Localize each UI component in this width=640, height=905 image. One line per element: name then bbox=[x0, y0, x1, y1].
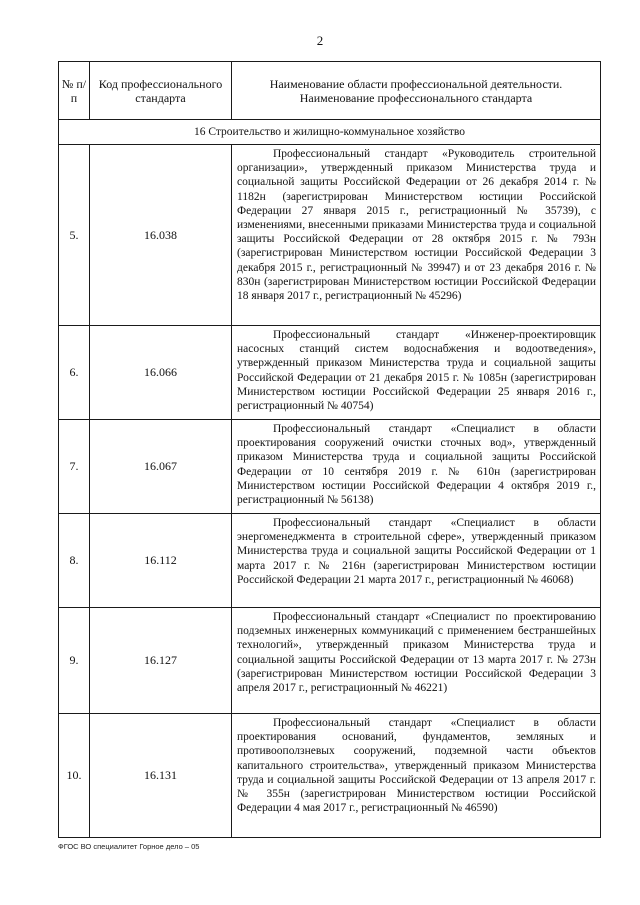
row-number: 10. bbox=[59, 714, 90, 838]
row-number: 9. bbox=[59, 608, 90, 714]
standard-code: 16.066 bbox=[90, 326, 232, 420]
page-number: 2 bbox=[316, 33, 324, 48]
row-number: 6. bbox=[59, 326, 90, 420]
row-number: 5. bbox=[59, 145, 90, 326]
standard-description: Профессиональный стандарт «Руководитель строительной организации», утвержденный приказом Министерства труда и социальной защиты Российской Федерации от 26 декабря 2014 г. № 1182н (зарегистрирован Министерством юстиции Российской Федерации 27 января 2015 г., регистрационный № 35739), с изменениями, внесенными приказами Министерства труда и социальной защиты Российской Федерации от 28 октября 2015 г. № 793н (зарегистрирован Министерством юстиции Российской Федерации 3 декабря 2015 г., регистрационный № 39947) и от 23 декабря 2016 г. № 830н (зарегистрирован Министерством юстиции Российской Федерации 18 января 2017 г., регистрационный № 45296) bbox=[232, 145, 601, 326]
standard-description: Профессиональный стандарт «Специалист в области проектирования сооружений очистки сточных вод», утвержденный приказом Министерства труда и социальной защиты Российской Федерации от 10 сентября 2019 г. № 610н (зарегистрирован Министерством юстиции Российской Федерации 4 октября 2019 г., регистрационный № 56138) bbox=[232, 420, 601, 514]
standard-description: Профессиональный стандарт «Инженер-проектировщик насосных станций систем водоснабжения и водоотведения», утвержденный приказом Министерства труда и социальной защиты Российской Федерации от 21 декабря 2015 г. № 1085н (зарегистрирован Министерством юстиции Российской Федерации 25 января 2016 г., регистрационный № 40754) bbox=[232, 326, 601, 420]
standard-code: 16.038 bbox=[90, 145, 232, 326]
table-row bbox=[59, 420, 601, 514]
standard-code: 16.131 bbox=[90, 714, 232, 838]
table-header-row bbox=[59, 62, 601, 120]
standards-table bbox=[58, 61, 601, 838]
header-code: Код профессионального стандарта bbox=[90, 62, 232, 120]
section-title: 16 Строительство и жилищно-коммунальное хозяйство bbox=[59, 120, 601, 145]
table-row bbox=[59, 608, 601, 714]
standard-description: Профессиональный стандарт «Специалист по проектированию подземных инженерных коммуникаций с применением бестраншейных технологий», утвержденный приказом Министерства труда и социальной защиты Российской Федерации от 13 марта 2017 г. № 273н (зарегистрирован Министерством юстиции Российской Федерации 3 апреля 2017 г., регистрационный № 46221) bbox=[232, 608, 601, 714]
row-number: 7. bbox=[59, 420, 90, 514]
standard-description: Профессиональный стандарт «Специалист в области энергоменеджмента в строительной сфере», утвержденный приказом Министерства труда и социальной защиты Российской Федерации от 1 марта 2017 г. № 216н (зарегистрирован Министерством юстиции Российской Федерации 21 марта 2017 г., регистрационный № 46068) bbox=[232, 514, 601, 608]
table-row bbox=[59, 145, 601, 326]
section-row bbox=[59, 120, 601, 145]
standard-description: Профессиональный стандарт «Специалист в области проектирования оснований, фундаментов, земляных и противооползневых сооружений, подземной части объектов капитального строительства», утвержденный приказом Министерства труда и социальной защиты Российской Федерации от 13 апреля 2017 г. № 355н (зарегистрирован Министерством юстиции Российской Федерации 4 мая 2017 г., регистрационный № 46590) bbox=[232, 714, 601, 838]
standard-code: 16.112 bbox=[90, 514, 232, 608]
table-row bbox=[59, 514, 601, 608]
table-row bbox=[59, 326, 601, 420]
header-name: Наименование области профессиональной деятельности. Наименование профессионального стандарта bbox=[232, 62, 601, 120]
table-row bbox=[59, 714, 601, 838]
standard-code: 16.127 bbox=[90, 608, 232, 714]
document-footer: ФГОС ВО специалитет Горное дело – 05 bbox=[58, 842, 200, 851]
row-number: 8. bbox=[59, 514, 90, 608]
header-num: № п/п bbox=[59, 62, 90, 120]
standard-code: 16.067 bbox=[90, 420, 232, 514]
